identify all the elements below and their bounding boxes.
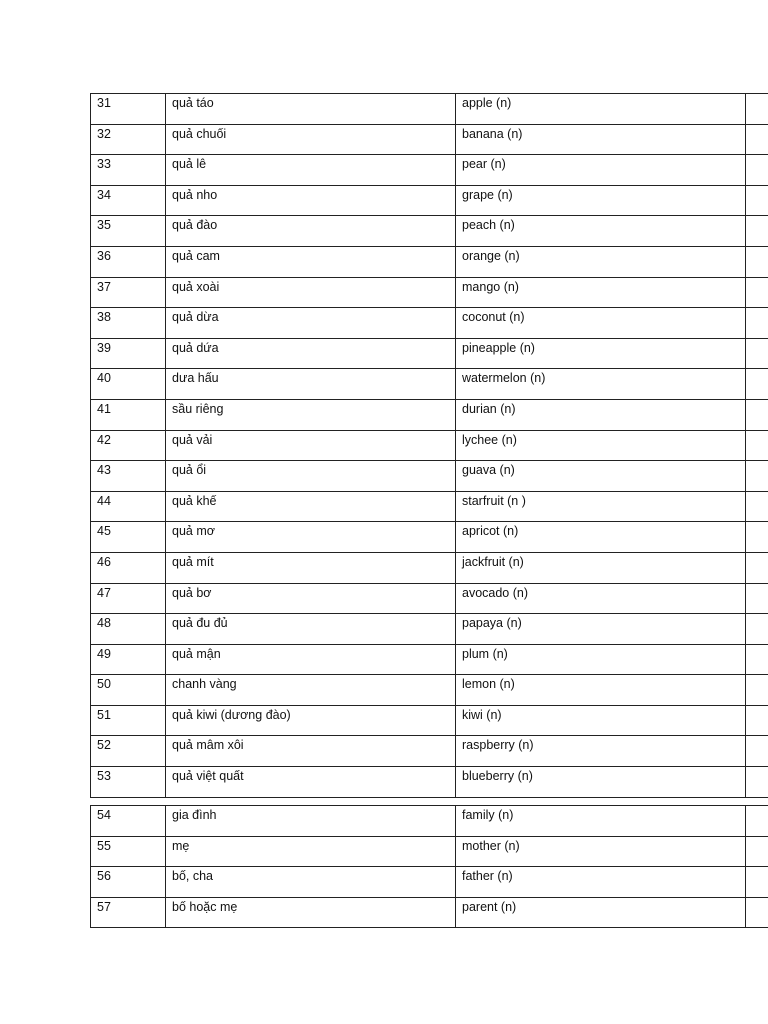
table-row [91, 430, 768, 461]
english-word-cell: pineapple (n) [456, 338, 746, 369]
english-word-cell: banana (n) [456, 124, 746, 155]
row-number-cell: 34 [91, 185, 166, 216]
vietnamese-word-cell: quả việt quất [166, 767, 456, 798]
english-word-cell: family (n) [456, 806, 746, 837]
row-number-cell: 54 [91, 806, 166, 837]
vietnamese-word-cell: quả dứa [166, 338, 456, 369]
vietnamese-word-cell: quả mận [166, 644, 456, 675]
table-row [91, 155, 768, 186]
vietnamese-word-cell: quả bơ [166, 583, 456, 614]
table-row [91, 767, 768, 798]
table-row [91, 867, 768, 898]
table-row [91, 277, 768, 308]
empty-cell [746, 614, 768, 645]
vietnamese-word-cell: mẹ [166, 836, 456, 867]
english-word-cell: raspberry (n) [456, 736, 746, 767]
vietnamese-word-cell: quả mâm xôi [166, 736, 456, 767]
english-word-cell: durian (n) [456, 399, 746, 430]
english-word-cell: papaya (n) [456, 614, 746, 645]
empty-cell [746, 430, 768, 461]
row-number-cell: 33 [91, 155, 166, 186]
vocabulary-table-fruits [90, 93, 768, 798]
empty-cell [746, 491, 768, 522]
english-word-cell: starfruit (n ) [456, 491, 746, 522]
vietnamese-word-cell: quả vải [166, 430, 456, 461]
empty-cell [746, 767, 768, 798]
empty-cell [746, 552, 768, 583]
vietnamese-word-cell: quả đào [166, 216, 456, 247]
english-word-cell: grape (n) [456, 185, 746, 216]
empty-cell [746, 806, 768, 837]
english-word-cell: coconut (n) [456, 308, 746, 339]
table-row [91, 185, 768, 216]
empty-cell [746, 369, 768, 400]
row-number-cell: 37 [91, 277, 166, 308]
row-number-cell: 57 [91, 897, 166, 928]
english-word-cell: apricot (n) [456, 522, 746, 553]
row-number-cell: 32 [91, 124, 166, 155]
empty-cell [746, 644, 768, 675]
table-row [91, 246, 768, 277]
vocabulary-table-family [90, 805, 768, 928]
table-row [91, 552, 768, 583]
empty-cell [746, 522, 768, 553]
english-word-cell: watermelon (n) [456, 369, 746, 400]
english-word-cell: parent (n) [456, 897, 746, 928]
vietnamese-word-cell: bố, cha [166, 867, 456, 898]
vietnamese-word-cell: quả ổi [166, 461, 456, 492]
table-row [91, 522, 768, 553]
table-row [91, 705, 768, 736]
table-row [91, 338, 768, 369]
empty-cell [746, 185, 768, 216]
empty-cell [746, 338, 768, 369]
english-word-cell: lemon (n) [456, 675, 746, 706]
row-number-cell: 45 [91, 522, 166, 553]
english-word-cell: avocado (n) [456, 583, 746, 614]
empty-cell [746, 94, 768, 125]
table-row [91, 806, 768, 837]
vietnamese-word-cell: quả xoài [166, 277, 456, 308]
english-word-cell: kiwi (n) [456, 705, 746, 736]
english-word-cell: peach (n) [456, 216, 746, 247]
table-row [91, 836, 768, 867]
row-number-cell: 43 [91, 461, 166, 492]
english-word-cell: apple (n) [456, 94, 746, 125]
table-row [91, 94, 768, 125]
empty-cell [746, 277, 768, 308]
english-word-cell: guava (n) [456, 461, 746, 492]
row-number-cell: 48 [91, 614, 166, 645]
vietnamese-word-cell: quả dừa [166, 308, 456, 339]
empty-cell [746, 836, 768, 867]
table-row [91, 461, 768, 492]
vietnamese-word-cell: quả kiwi (dương đào) [166, 705, 456, 736]
table-row [91, 583, 768, 614]
empty-cell [746, 705, 768, 736]
row-number-cell: 47 [91, 583, 166, 614]
table-row [91, 644, 768, 675]
english-word-cell: blueberry (n) [456, 767, 746, 798]
row-number-cell: 51 [91, 705, 166, 736]
vietnamese-word-cell: quả lê [166, 155, 456, 186]
english-word-cell: plum (n) [456, 644, 746, 675]
row-number-cell: 31 [91, 94, 166, 125]
empty-cell [746, 308, 768, 339]
row-number-cell: 49 [91, 644, 166, 675]
vocabulary-table-body [91, 806, 768, 928]
table-row [91, 675, 768, 706]
row-number-cell: 52 [91, 736, 166, 767]
empty-cell [746, 867, 768, 898]
row-number-cell: 55 [91, 836, 166, 867]
row-number-cell: 42 [91, 430, 166, 461]
vietnamese-word-cell: sầu riêng [166, 399, 456, 430]
row-number-cell: 41 [91, 399, 166, 430]
table-row [91, 897, 768, 928]
table-row [91, 491, 768, 522]
row-number-cell: 44 [91, 491, 166, 522]
vietnamese-word-cell: bố hoặc mẹ [166, 897, 456, 928]
empty-cell [746, 675, 768, 706]
vietnamese-word-cell: quả mít [166, 552, 456, 583]
vietnamese-word-cell: quả khế [166, 491, 456, 522]
english-word-cell: lychee (n) [456, 430, 746, 461]
empty-cell [746, 216, 768, 247]
vietnamese-word-cell: quả đu đủ [166, 614, 456, 645]
table-row [91, 369, 768, 400]
table-row [91, 614, 768, 645]
empty-cell [746, 246, 768, 277]
empty-cell [746, 124, 768, 155]
vietnamese-word-cell: quả nho [166, 185, 456, 216]
english-word-cell: mango (n) [456, 277, 746, 308]
english-word-cell: jackfruit (n) [456, 552, 746, 583]
empty-cell [746, 399, 768, 430]
vietnamese-word-cell: quả mơ [166, 522, 456, 553]
vietnamese-word-cell: quả chuối [166, 124, 456, 155]
vietnamese-word-cell: chanh vàng [166, 675, 456, 706]
table-row [91, 399, 768, 430]
empty-cell [746, 897, 768, 928]
empty-cell [746, 736, 768, 767]
table-row [91, 736, 768, 767]
table-row [91, 216, 768, 247]
row-number-cell: 56 [91, 867, 166, 898]
row-number-cell: 35 [91, 216, 166, 247]
empty-cell [746, 155, 768, 186]
row-number-cell: 36 [91, 246, 166, 277]
row-number-cell: 39 [91, 338, 166, 369]
vietnamese-word-cell: dưa hấu [166, 369, 456, 400]
table-row [91, 308, 768, 339]
row-number-cell: 50 [91, 675, 166, 706]
row-number-cell: 38 [91, 308, 166, 339]
row-number-cell: 53 [91, 767, 166, 798]
table-row [91, 124, 768, 155]
english-word-cell: mother (n) [456, 836, 746, 867]
vocabulary-table-body [91, 94, 768, 798]
vietnamese-word-cell: gia đình [166, 806, 456, 837]
vietnamese-word-cell: quả táo [166, 94, 456, 125]
english-word-cell: pear (n) [456, 155, 746, 186]
row-number-cell: 40 [91, 369, 166, 400]
empty-cell [746, 461, 768, 492]
empty-cell [746, 583, 768, 614]
english-word-cell: father (n) [456, 867, 746, 898]
english-word-cell: orange (n) [456, 246, 746, 277]
vietnamese-word-cell: quả cam [166, 246, 456, 277]
row-number-cell: 46 [91, 552, 166, 583]
